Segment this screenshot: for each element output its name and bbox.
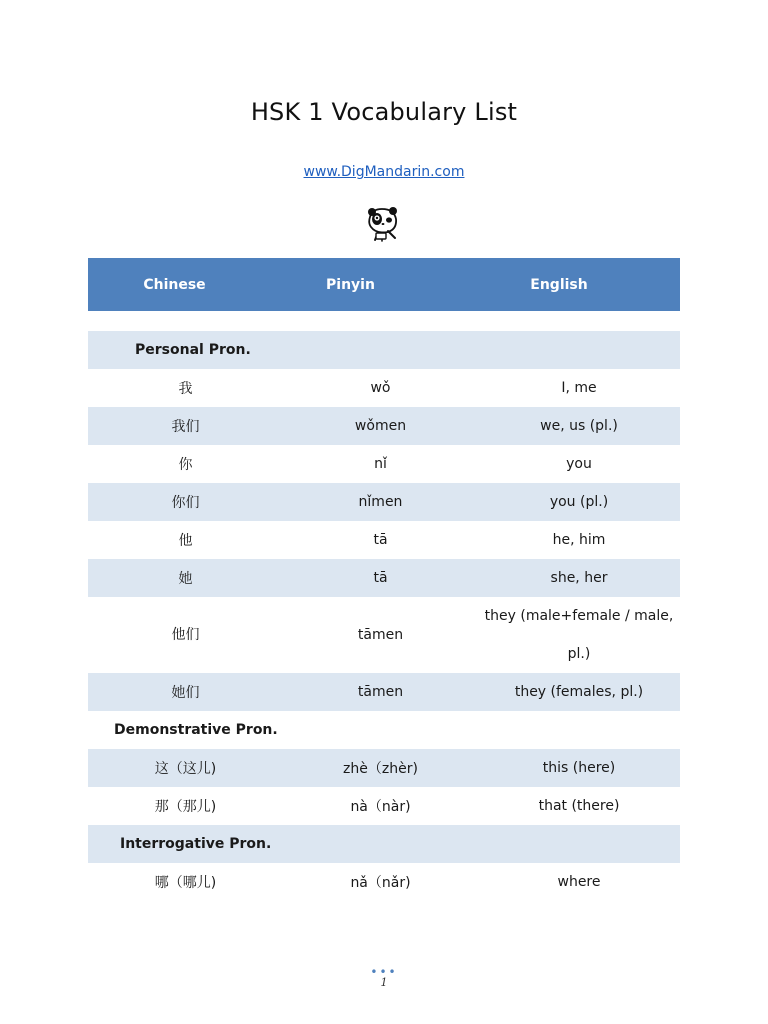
table-row: [88, 749, 680, 787]
table-spacer: [88, 311, 680, 331]
pinyin-cell: wǒmen: [283, 407, 478, 445]
chinese-cell: 她: [88, 559, 283, 597]
section-row: [88, 711, 680, 749]
table-header-row: [88, 258, 680, 311]
pinyin-cell: tāmen: [283, 673, 478, 711]
table-row: [88, 787, 680, 825]
panda-mascot-icon: [362, 203, 404, 245]
table-row: [88, 673, 680, 711]
english-cell-wrap: [478, 597, 680, 673]
english-cell: we, us (pl.): [478, 407, 680, 445]
section-row: [88, 825, 680, 863]
pinyin-cell: nǐmen: [283, 483, 478, 521]
section-label: Demonstrative Pron.: [88, 711, 680, 749]
chinese-cell: 我们: [88, 407, 283, 445]
column-header-pinyin: Pinyin: [283, 258, 478, 311]
chinese-cell: 他: [88, 521, 283, 559]
pinyin-cell: wǒ: [283, 369, 478, 407]
table-row: [88, 597, 680, 673]
pinyin-cell: tāmen: [283, 597, 478, 673]
table-row: [88, 369, 680, 407]
chinese-cell: 他们: [88, 597, 283, 673]
english-cell: she, her: [478, 559, 680, 597]
english-cell: where: [478, 863, 680, 901]
chinese-cell: 你: [88, 445, 283, 483]
table-row: [88, 559, 680, 597]
english-cell: that (there): [478, 787, 680, 825]
vocabulary-table: [88, 258, 680, 901]
page-title: HSK 1 Vocabulary List: [250, 98, 518, 126]
english-cell: they (females, pl.): [478, 673, 680, 711]
website-link[interactable]: www.DigMandarin.com: [303, 164, 465, 180]
english-cell: they (male+female / male, pl.): [484, 608, 674, 662]
pinyin-cell: nǎ（nǎr): [283, 863, 478, 901]
table-row: [88, 445, 680, 483]
english-cell: I, me: [478, 369, 680, 407]
chinese-cell: 这（这儿): [88, 749, 283, 787]
column-header-chinese: Chinese: [88, 258, 283, 311]
page-number: 1: [380, 976, 388, 989]
chinese-cell: 她们: [88, 673, 283, 711]
pinyin-cell: nǐ: [283, 445, 478, 483]
english-cell: you: [478, 445, 680, 483]
pinyin-cell: nà（nàr): [283, 787, 478, 825]
table-row: [88, 407, 680, 445]
page-dots-ornament: •••: [370, 965, 398, 979]
pinyin-cell: zhè（zhèr): [283, 749, 478, 787]
table-row: [88, 521, 680, 559]
english-cell: this (here): [478, 749, 680, 787]
english-cell: he, him: [478, 521, 680, 559]
table-row: [88, 863, 680, 901]
section-label: Interrogative Pron.: [88, 825, 680, 863]
chinese-cell: 你们: [88, 483, 283, 521]
pinyin-cell: tā: [283, 521, 478, 559]
section-label: Personal Pron.: [88, 331, 680, 369]
chinese-cell: 那（那儿): [88, 787, 283, 825]
section-row: [88, 331, 680, 369]
table-row: [88, 483, 680, 521]
english-cell: you (pl.): [478, 483, 680, 521]
chinese-cell: 哪（哪儿): [88, 863, 283, 901]
pinyin-cell: tā: [283, 559, 478, 597]
column-header-english: English: [478, 258, 680, 311]
chinese-cell: 我: [88, 369, 283, 407]
